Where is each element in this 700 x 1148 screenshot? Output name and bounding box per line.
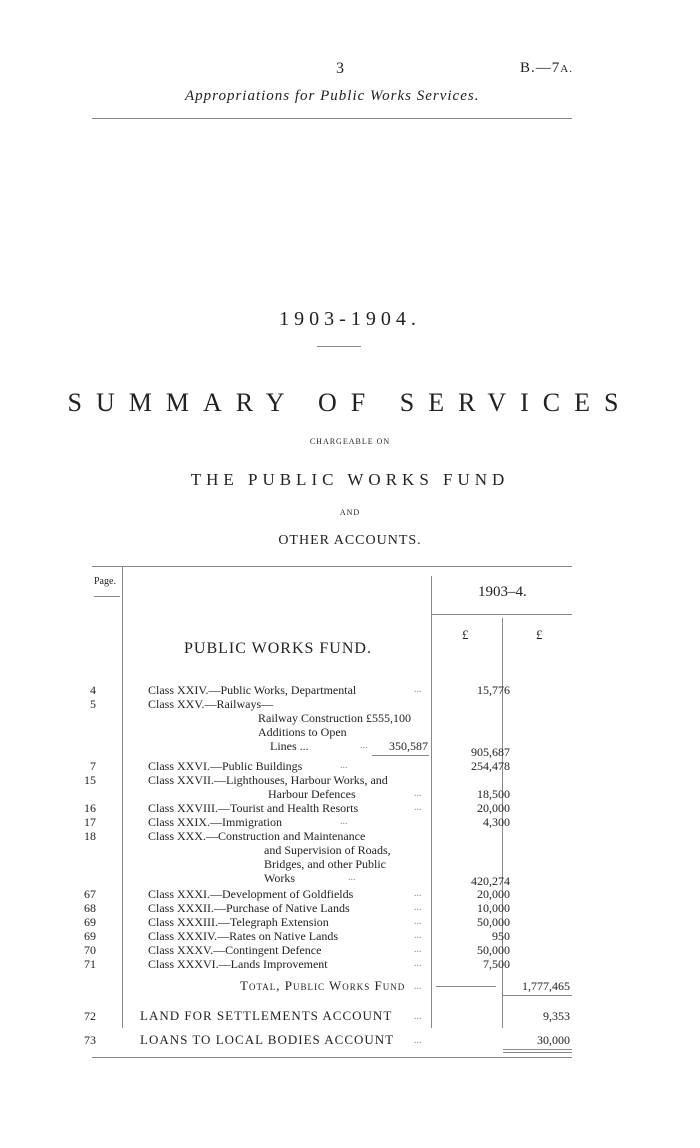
total-underline [503,995,572,996]
page-column-header: Page. [94,576,116,587]
header-title: Appropriations for Public Works Services. [185,88,480,104]
row-dots: ... [414,930,422,941]
row-text: Class XXXI.—Development of Goldfields [148,887,354,901]
fund-title: THE PUBLIC WORKS FUND [190,470,510,489]
loans-account-label: LOANS TO LOCAL BODIES ACCOUNT [140,1032,395,1047]
row-amount: 18,500 [477,787,510,801]
row-amount: 905,687 [471,745,510,759]
row-amount: 10,000 [477,901,510,915]
row-page: 17 [84,815,96,829]
currency-symbol: £ [536,627,543,642]
row-amount: 50,000 [477,943,510,957]
row-page: 71 [84,957,96,971]
row-page: 73 [84,1033,96,1047]
row-text: Class XXIV.—Public Works, Departmental [148,683,357,697]
row-text: Class XXXVI.—Lands Improvement [148,957,328,971]
row-text: Class XXIX.—Immigration [148,815,282,829]
row-text: Class XXVIII.—Tourist and Health Resorts [148,801,359,815]
total-dots: ... [414,981,422,992]
table-bottom-rule [92,1057,572,1058]
loans-account-amount: 30,000 [537,1033,570,1047]
row-dots: ... [360,740,368,751]
page-header-rule [94,596,120,597]
chargeable-on-text: CHARGEABLE ON [309,437,391,446]
other-accounts-title: OTHER ACCOUNTS. [278,533,422,548]
row-sub-amount: 350,587 [389,739,428,753]
row-page: 67 [84,887,96,901]
row-page: 70 [84,943,96,957]
row-amount: 15,776 [477,683,510,697]
row-page: 72 [84,1009,96,1023]
document-reference [520,60,573,77]
short-divider [317,346,361,347]
table-top-rule [92,566,572,567]
final-double-rule-1 [503,1049,572,1050]
row-text: Works [264,871,296,885]
total-rule [436,986,496,987]
row-text: and Supervision of Roads, [264,843,391,857]
page-number: 3 [336,60,344,77]
currency-symbol: £ [462,627,469,642]
subtotal-rule [372,755,429,756]
document-ref-suffix: A. [560,63,573,75]
row-dots: ... [340,760,348,771]
row-page: 4 [90,683,96,697]
row-amount: 20,000 [477,801,510,815]
row-text: Class XXXIV.—Rates on Native Lands [148,929,339,943]
row-page: 68 [84,901,96,915]
row-text: Harbour Defences [268,787,356,801]
year-column-header: 1903–4. [478,584,527,600]
row-text: Bridges, and other Public [264,857,386,871]
row-dots: ... [414,958,422,969]
land-account-label: LAND FOR SETTLEMENTS ACCOUNT [140,1008,393,1023]
amount-column-rule [431,576,432,1028]
row-dots: ... [414,802,422,813]
row-page: 18 [84,829,96,843]
section-title: PUBLIC WORKS FUND. [184,640,372,657]
row-amount: 20,000 [477,887,510,901]
row-amount: 4,300 [483,815,510,829]
land-account-amount: 9,353 [543,1009,570,1023]
row-amount: 254,478 [471,759,510,773]
header-rule [92,118,572,119]
row-page: 5 [90,697,96,711]
total-amount: 1,777,465 [522,979,570,993]
summary-title: SUMMARY OF SERVICES [67,388,633,417]
row-text: Railway Construction £555,100 [258,711,411,725]
loans-account-dots: ... [414,1035,422,1046]
row-amount: 50,000 [477,915,510,929]
land-account-dots: ... [414,1011,422,1022]
row-text: Additions to Open [258,725,347,739]
page-column-rule [122,566,123,1028]
row-amount: 420,274 [471,874,510,888]
row-dots: ... [414,788,422,799]
row-page: 69 [84,929,96,943]
row-dots: ... [414,684,422,695]
row-page: 7 [90,759,96,773]
row-text: Class XXXV.—Contingent Defence [148,943,322,957]
and-text: AND [339,508,361,517]
row-dots: ... [414,888,422,899]
document-ref-main: B.—7 [520,60,561,76]
total-label: Total, Public Works Fund [240,978,406,993]
row-text: Class XXX.—Construction and Maintenance [148,829,366,843]
row-text: Class XXXIII.—Telegraph Extension [148,915,329,929]
row-amount: 950 [492,929,510,943]
row-dots: ... [414,944,422,955]
row-text: Class XXV.—Railways— [148,697,274,711]
row-amount: 7,500 [483,957,510,971]
row-text: Lines ... [270,739,309,753]
row-page: 69 [84,915,96,929]
row-dots: ... [348,872,356,883]
row-dots: ... [340,816,348,827]
row-text: Class XXXII.—Purchase of Native Lands [148,901,350,915]
year-title: 1903-1904. [279,308,421,330]
year-header-rule [432,614,572,615]
row-text: Class XXVI.—Public Buildings [148,759,303,773]
final-double-rule-2 [503,1052,572,1053]
row-page: 15 [84,773,96,787]
row-text: Class XXVII.—Lighthouses, Harbour Works, and [148,773,388,787]
row-dots: ... [414,902,422,913]
row-page: 16 [84,801,96,815]
row-dots: ... [414,916,422,927]
